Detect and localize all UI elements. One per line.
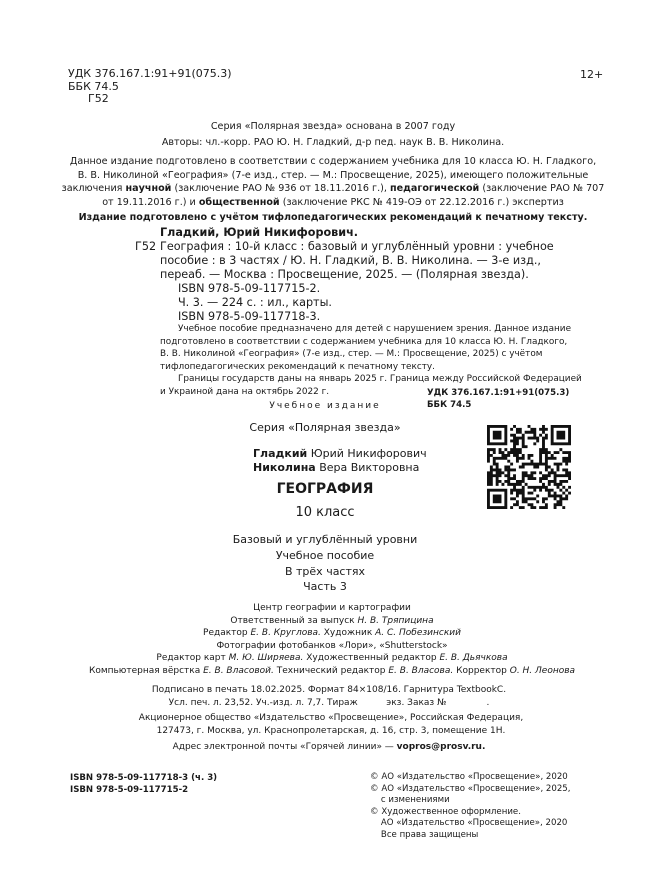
t: ISBN 978-5-09-117718-3 (ч. 3) bbox=[70, 773, 218, 783]
series-founded: Серия «Полярная звезда» основана в 2007 году bbox=[210, 121, 456, 132]
t: А. С. Побезинский bbox=[375, 628, 461, 639]
t: Компьютерная вёрстка bbox=[88, 665, 204, 676]
t: М. Ю. Ширяева. bbox=[228, 653, 304, 664]
authors-block bbox=[253, 447, 427, 474]
t: Ответственный за выпуск bbox=[230, 615, 358, 626]
t: научной bbox=[125, 183, 172, 194]
t: Акционерное общество «Издательство «Просвещение», Российская Федерация, bbox=[138, 713, 524, 723]
t: Вера Викторовна bbox=[315, 460, 420, 474]
t: Центр географии и картографии bbox=[253, 603, 411, 613]
age-rating: 12+ bbox=[580, 68, 604, 81]
t: общественной bbox=[198, 196, 280, 208]
t: Базовый и углублённый уровни bbox=[232, 533, 418, 546]
t: Учебное пособие предназначено для детей с нарушением зрения. Данное издание bbox=[178, 324, 572, 334]
t: тифлопедагогических рекомендаций к печатному тексту. bbox=[160, 361, 435, 372]
t: Усл. печ. л. 23,52. Уч.-изд. л. 7,7. Тираж экз. Заказ № . bbox=[168, 697, 490, 708]
t: Е. В. Дьячкова bbox=[439, 653, 508, 664]
conformity-note bbox=[0, 155, 650, 209]
conformity-line: В. В. Николиной «География» (7-е изд., стер. — М.: Просвещение, 2025), имеющего положительные bbox=[77, 169, 589, 181]
conformity-line bbox=[0, 196, 650, 210]
t bbox=[0, 627, 650, 640]
isbn-footer bbox=[70, 772, 217, 796]
t: Юрий Никифорович bbox=[307, 447, 427, 460]
t: 127473, г. Москва, ул. Краснопролетарская, д. 16, стр. 3, помещение 1Н. bbox=[156, 725, 506, 736]
t: УДК 376.167.1:91+91(075.3) bbox=[427, 388, 570, 398]
author bbox=[253, 447, 427, 461]
t: заключения bbox=[61, 183, 126, 194]
t: АО «Издательство «Просвещение», 2020 bbox=[370, 818, 568, 828]
book-title: ГЕОГРАФИЯ bbox=[276, 481, 374, 497]
t bbox=[0, 665, 650, 678]
t: Границы государств даны на январь 2025 г. Граница между Российской Федерацией bbox=[178, 374, 582, 385]
t: (заключение РКС № 419-ОЭ от 22.12.2016 г.) экспертиз bbox=[279, 196, 564, 208]
t: Часть 3 bbox=[303, 580, 347, 594]
t: Подписано в печать 18.02.2025. Формат 84×108/16. Гарнитура TextbookC. bbox=[151, 685, 507, 695]
t: с изменениями bbox=[370, 795, 450, 805]
catalog-author: Гладкий, Юрий Никифорович. bbox=[160, 226, 358, 239]
t: Гладкий bbox=[253, 447, 308, 460]
catalog-isbn: ISBN 978-5-09-117715-2. bbox=[178, 282, 321, 295]
publisher bbox=[0, 712, 650, 737]
edition-type: Учебное издание bbox=[269, 401, 381, 411]
t: Е. В. Круглова. bbox=[250, 628, 321, 639]
catalog-isbn: ISBN 978-5-09-117718-3. bbox=[178, 310, 321, 323]
hotline-email[interactable]: vopros@prosv.ru. bbox=[396, 742, 486, 752]
t: от 19.11.2016 г.) и bbox=[102, 196, 199, 208]
author bbox=[253, 461, 427, 475]
t: В. В. Николиной «География» (7-е изд., стер. — М.: Просвещение, 2025) с учётом bbox=[160, 349, 543, 360]
t: © АО «Издательство «Просвещение», 2020 bbox=[370, 772, 568, 782]
t: Технический редактор bbox=[273, 665, 389, 676]
t: © АО «Издательство «Просвещение», 2025, bbox=[370, 783, 571, 794]
t: Художник bbox=[320, 628, 376, 639]
catalog-line: переаб. — Москва : Просвещение, 2025. — (Полярная звезда). bbox=[160, 268, 529, 281]
credits bbox=[0, 602, 650, 678]
t: Н. В. Тряпицина bbox=[357, 615, 434, 626]
hotline bbox=[0, 741, 650, 754]
author-code: Г52 bbox=[88, 92, 109, 105]
t: Учебное пособие bbox=[275, 548, 375, 562]
catalog-card bbox=[135, 226, 582, 399]
grade: 10 класс bbox=[295, 505, 355, 520]
t: Фотографии фотобанков «Лори», «Shutterstock» bbox=[216, 640, 448, 651]
header-classification bbox=[68, 68, 232, 106]
t: ISBN 978-5-09-117715-2 bbox=[70, 785, 189, 795]
conformity-line: Данное издание подготовлено в соответствии с содержанием учебника для 10 класса Ю. Н. Гладкого, bbox=[69, 156, 597, 167]
t: (заключение РАО № 707 bbox=[479, 183, 605, 194]
t: © Художественное оформление. bbox=[370, 806, 521, 817]
t: ББК 74.5 bbox=[427, 400, 472, 410]
t: (заключение РАО № 936 от 18.11.2016 г.), bbox=[171, 183, 390, 194]
authors: Авторы: чл.-корр. РАО Ю. Н. Гладкий, д-р пед. наук В. В. Николина. bbox=[161, 137, 505, 148]
t: Редактор карт bbox=[156, 653, 229, 664]
t: Николина bbox=[253, 460, 316, 474]
t: Корректор bbox=[453, 665, 510, 676]
print-info bbox=[0, 684, 650, 709]
copyright bbox=[370, 772, 571, 841]
t: Е. В. Власова. bbox=[388, 665, 454, 676]
series: Серия «Полярная звезда» bbox=[249, 421, 401, 434]
catalog-line: География : 10-й класс : базовый и углублённый уровни : учебное bbox=[160, 240, 554, 253]
udk: УДК 376.167.1:91+91(075.3) bbox=[68, 67, 232, 80]
catalog-code: Г52 bbox=[135, 240, 157, 253]
t: Редактор bbox=[203, 628, 251, 639]
t: Адрес электронной почты «Горячей линии» — bbox=[172, 742, 397, 752]
t: и Украиной дана на октябрь 2022 г. bbox=[160, 386, 330, 397]
subtitle bbox=[0, 532, 650, 595]
tiflo-note: Издание подготовлено с учётом тифлопедагогических рекомендаций к печатному тексту. bbox=[78, 212, 588, 223]
t: подготовлено в соответствии с содержанием учебника для 10 класса Ю. Н. Гладкого, bbox=[160, 336, 568, 347]
t bbox=[0, 615, 650, 628]
t bbox=[0, 652, 650, 665]
t: Художественный редактор bbox=[303, 653, 440, 664]
t: В трёх частях bbox=[284, 564, 366, 578]
t: педагогической bbox=[389, 183, 480, 194]
t: О. Н. Леонова bbox=[509, 665, 576, 676]
t: Все права защищены bbox=[370, 829, 479, 840]
bbk: ББК 74.5 bbox=[68, 79, 119, 93]
conformity-line bbox=[0, 182, 650, 196]
catalog-line: пособие : в 3 частях / Ю. Н. Гладкий, В. В. Николина. — 3-е изд., bbox=[160, 254, 541, 267]
catalog-part: Ч. 3. — 224 с. : ил., карты. bbox=[178, 296, 332, 309]
t: Е. В. Власовой. bbox=[203, 665, 274, 676]
